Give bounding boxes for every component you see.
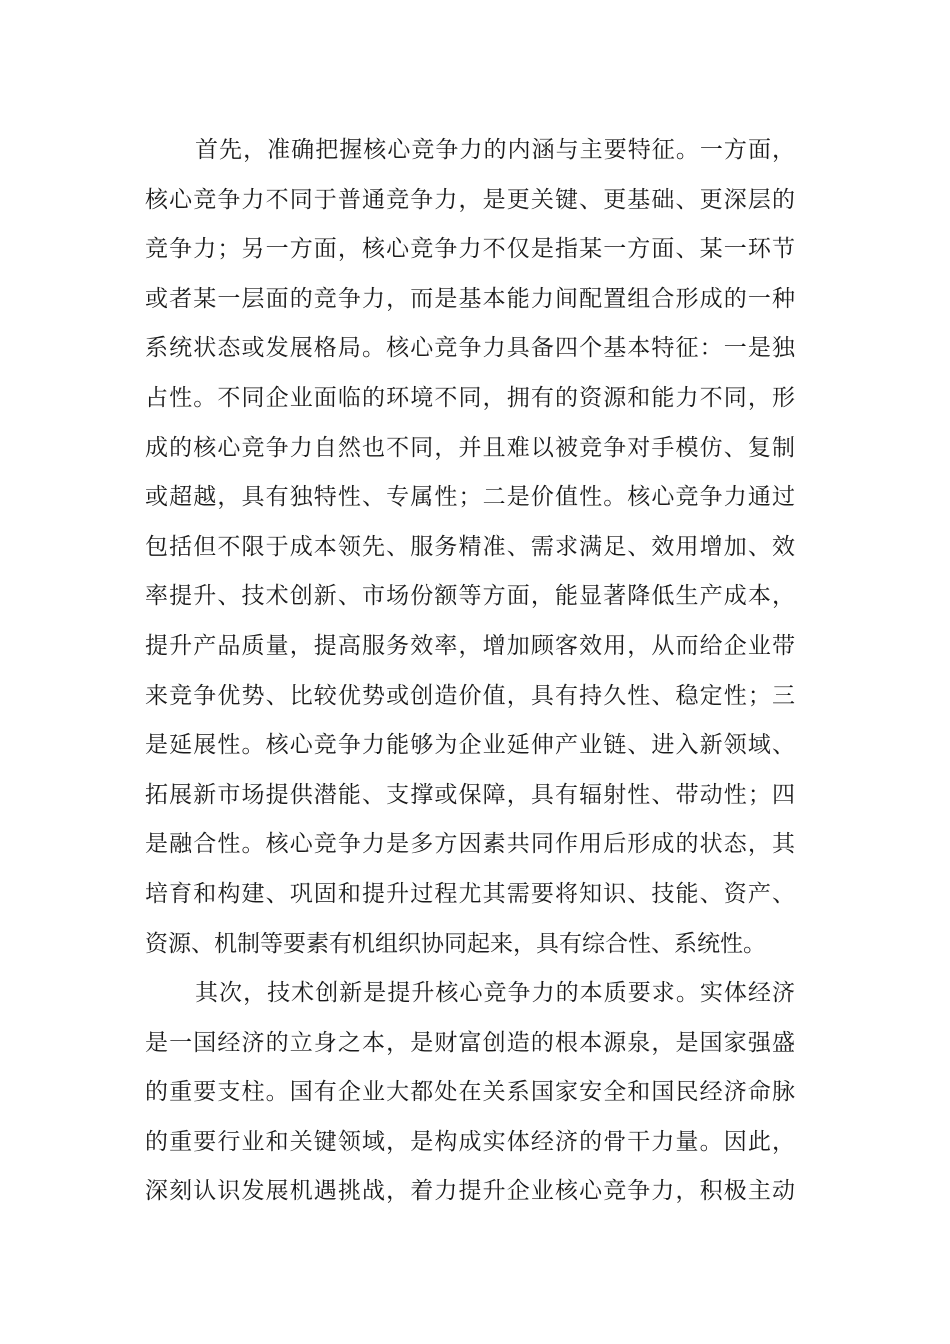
text-line: 是融合性。核心竞争力是多方因素共同作用后形成的状态，其 xyxy=(145,831,795,858)
text-line: 深刻认识发展机遇挑战，着力提升企业核心竞争力，积极主动 xyxy=(145,1178,795,1205)
text-line: 资源、机制等要素有机组织协同起来，具有综合性、系统性。 xyxy=(145,930,766,957)
paragraph-technological-innovation xyxy=(145,969,795,1217)
text-line: 首先，准确把握核心竞争力的内涵与主要特征。一方面， xyxy=(195,137,795,163)
text-line: 的重要行业和关键领域，是构成实体经济的骨干力量。因此， xyxy=(145,1128,795,1155)
text-line: 是延展性。核心竞争力能够为企业延伸产业链、进入新领域、 xyxy=(145,732,795,759)
text-line: 或超越，具有独特性、专属性；二是价值性。核心竞争力通过 xyxy=(145,484,795,511)
text-line: 是一国经济的立身之本，是财富创造的根本源泉，是国家强盛 xyxy=(145,1029,795,1056)
text-line: 占性。不同企业面临的环境不同，拥有的资源和能力不同，形 xyxy=(145,384,795,411)
text-line: 包括但不限于成本领先、服务精准、需求满足、效用增加、效 xyxy=(145,533,795,560)
text-line: 竞争力；另一方面，核心竞争力不仅是指某一方面、某一环节 xyxy=(145,236,795,263)
text-line: 的重要支柱。国有企业大都处在关系国家安全和国民经济命脉 xyxy=(145,1079,795,1106)
text-line: 提升产品质量，提高服务效率，增加顾客效用，从而给企业带 xyxy=(145,632,795,659)
text-line: 核心竞争力不同于普通竞争力，是更关键、更基础、更深层的 xyxy=(145,186,795,213)
text-line: 拓展新市场提供潜能、支撑或保障，具有辐射性、带动性；四 xyxy=(145,781,795,808)
document-body xyxy=(145,126,795,1217)
text-line: 系统状态或发展格局。核心竞争力具备四个基本特征：一是独 xyxy=(145,335,795,362)
text-line: 培育和构建、巩固和提升过程尤其需要将知识、技能、资产、 xyxy=(145,880,795,907)
text-line: 成的核心竞争力自然也不同，并且难以被竞争对手模仿、复制 xyxy=(145,434,795,461)
text-line: 其次，技术创新是提升核心竞争力的本质要求。实体经济 xyxy=(195,980,795,1007)
text-line: 率提升、技术创新、市场份额等方面，能显著降低生产成本， xyxy=(145,583,795,610)
text-line: 或者某一层面的竞争力，而是基本能力间配置组合形成的一种 xyxy=(145,285,795,312)
text-line: 来竞争优势、比较优势或创造价值，具有持久性、稳定性；三 xyxy=(145,682,795,709)
paragraph-core-competitiveness-features xyxy=(145,126,795,969)
